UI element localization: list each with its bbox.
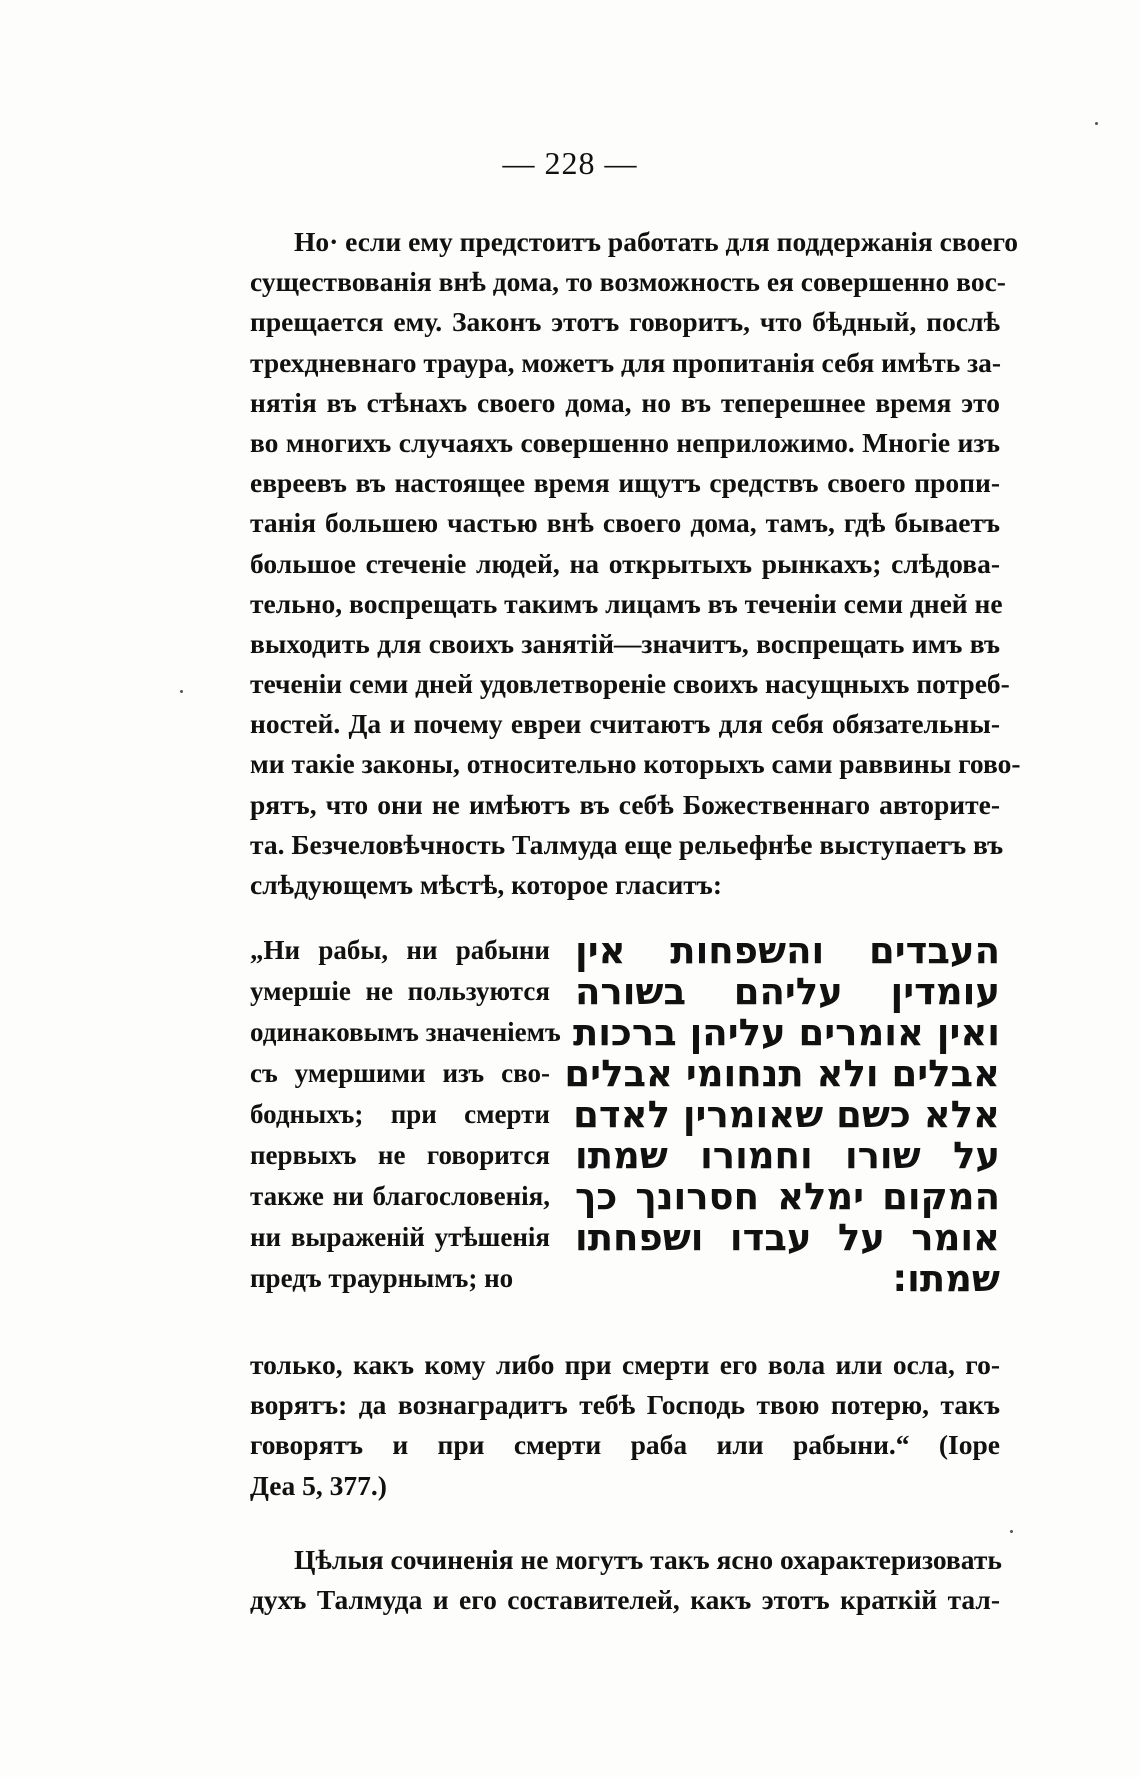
quote-russian-line: предъ траурнымъ; но (250, 1263, 514, 1293)
text-line: рятъ, что они не имѣютъ въ себѣ Божественнаго авторите- (250, 788, 1000, 820)
quote-russian-line: умершіе не пользуются (250, 976, 550, 1006)
text-line: теченіи семи дней удовлетвореніе своихъ насущныхъ потреб- (250, 668, 1010, 700)
quote-russian-line: одинаковымъ значеніемъ (250, 1017, 561, 1047)
text-line: только, какъ кому либо при смерти его вола или осла, го- (250, 1349, 1000, 1380)
text-line: трехдневнаго траура, можетъ для пропитанія себя имѣть за- (250, 346, 1002, 378)
print-speck (180, 690, 183, 693)
text-line: большое стеченіе людей, на открытыхъ рынкахъ; слѣдова- (250, 547, 1000, 579)
quote-hebrew-line: על שורו וחמורו שמתו (575, 1134, 1000, 1177)
quote-hebrew-line: המקום ימלא חסרונך כך (575, 1175, 1000, 1218)
quote-russian-line: „Ни рабы, ни рабыни (250, 935, 550, 965)
text-line: ворятъ: да вознаградитъ тебѣ Господь твою потерю, такъ (250, 1389, 1000, 1421)
text-line: тельно, воспрещать такимъ лицамъ въ теченіи семи дней не (250, 587, 1003, 619)
text-line: говорятъ и при смерти раба или рабыни.“ (Іоре (250, 1429, 1000, 1461)
quote-russian-column (250, 930, 561, 1299)
text-line: выходить для своихъ занятій—значитъ, воспрещать имъ въ (250, 627, 1000, 659)
page-number: — 228 — (502, 145, 638, 181)
text-line: та. Безчеловѣчность Талмуда еще рельефнѣе выступаетъ въ (250, 828, 1004, 860)
text-line: ми такіе законы, относительно которыхъ сами раввины гово- (250, 748, 1021, 780)
text-line: прещается ему. Законъ этотъ говоритъ, что бѣдный, послѣ (250, 306, 1000, 338)
quote-russian-line: первыхъ не говорится (250, 1140, 550, 1170)
quote-hebrew-line: אומר על עבדו ושפחתו (575, 1216, 1000, 1259)
text-line: существованія внѣ дома, то возможность ея совершенно вос- (250, 266, 1006, 298)
text-line: Цѣлыя сочиненія не могутъ такъ ясно охарактеризовать (294, 1544, 1002, 1575)
bilingual-quote (250, 930, 1000, 1340)
quote-russian-line: съ умершими изъ сво- (250, 1058, 550, 1088)
text-line: во многихъ случаяхъ совершенно неприложимо. Многіе изъ (250, 426, 1000, 458)
print-speck (1010, 1530, 1013, 1533)
quote-hebrew-line: ואין אומרים עליהן ברכות (572, 1011, 1000, 1054)
quote-hebrew-line: עומדין עליהם בשורה (575, 970, 1000, 1013)
text-line: танія большею частью внѣ своего дома, тамъ, гдѣ бываетъ (250, 507, 1000, 539)
text-line: Деа 5, 377.) (250, 1469, 387, 1501)
text-line: слѣдующемъ мѣстѣ, которое гласитъ: (250, 869, 722, 900)
text-line: евреевъ въ настоящее время ищутъ средствъ своего пропи- (250, 467, 1000, 499)
quote-hebrew-line: אלא כשם שאומרין לאדם (573, 1093, 1000, 1136)
quote-russian-line: ни выраженій утѣшенія (250, 1222, 550, 1252)
quote-russian-line: бодныхъ; при смерти (250, 1099, 550, 1129)
quote-russian-line: также ни благословенія, (250, 1181, 550, 1211)
text-line: нятія въ стѣнахъ своего дома, но въ теперешнее время это (250, 386, 1000, 418)
paragraph-3 (250, 1540, 1000, 1620)
quote-hebrew-line: העבדים והשפחות אין (575, 929, 1000, 972)
quote-hebrew-column (564, 929, 1000, 1300)
paragraph-2 (250, 1345, 1000, 1506)
quote-hebrew-line: אבלים ולא תנחומי אבלים (564, 1052, 1000, 1095)
text-line: ностей. Да и почему евреи считаютъ для себя обязательны- (250, 708, 1000, 740)
print-speck (1095, 122, 1098, 125)
paragraph-1 (250, 222, 1021, 905)
text-line: Но· если ему предстоитъ работать для поддержанія своего (294, 226, 1019, 257)
text-line: духъ Талмуда и его составителей, какъ этотъ краткій тал- (250, 1584, 1000, 1616)
quote-hebrew-line: שמתו: (892, 1257, 1000, 1300)
